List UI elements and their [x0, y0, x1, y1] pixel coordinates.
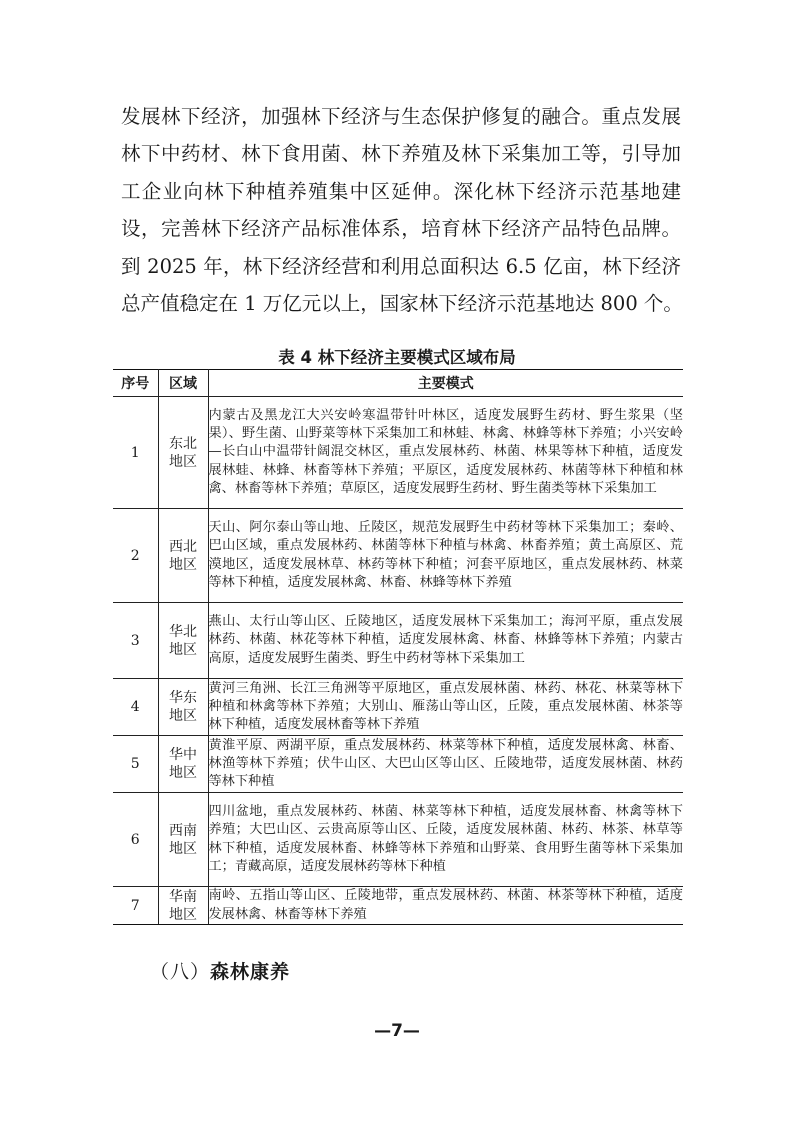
header-region: 区域	[158, 370, 208, 397]
row-no: 5	[113, 736, 158, 793]
row-mode: 燕山、太行山等山区、丘陵地区，适度发展林下采集加工；海河平原，重点发展林药、林菌、林花等林下种植，适度发展林禽、林畜、林蜂等林下养殖；内蒙古高原，适度发展野生菌类、野生中药材等林下采集加工	[208, 603, 683, 679]
paragraph-line: 发展林下经济，加强林下经济与生态保护修复的融合。重点发展	[121, 105, 681, 128]
header-mode: 主要模式	[208, 370, 683, 397]
subheading-title: 森林康养	[210, 961, 291, 983]
paragraph-line: 总产值稳定在 1 万亿元以上，国家林下经济示范基地达 800 个。	[121, 291, 683, 315]
row-mode: 黄河三角洲、长江三角洲等平原地区，重点发展林菌、林药、林花、林菜等林下种植和林禽等林下养殖；大别山、雁荡山等山区，丘陵，重点发展林菌、林茶等林下种植，适度发展林畜等林下养殖	[208, 679, 683, 736]
paragraph-line: 到 2025 年，林下经济经营和利用总面积达 6.5 亿亩，林下经济	[121, 254, 681, 278]
row-region: 华中地区	[169, 747, 197, 781]
header-no: 序号	[113, 370, 158, 397]
table-caption: 表 4 林下经济主要模式区域布局	[278, 348, 516, 367]
row-mode: 内蒙古及黑龙江大兴安岭寒温带针叶林区，适度发展野生药材、野生浆果（坚果）、野生菌、山野菜等林下采集加工和林蛙、林禽、林蜂等林下养殖；小兴安岭—长白山中温带针阔混交林区，重点发展林药、林菌、林果等林下种植，适度发展林蛙、林蜂、林畜等林下养殖；平原区，适度发展林药、林菌等林下种植和林禽、林畜等林下养殖；草原区，适度发展野生药材、野生菌类等林下采集加工	[208, 397, 683, 509]
page-number: —7—	[374, 1021, 420, 1041]
row-no: 4	[113, 679, 158, 736]
row-no: 7	[113, 887, 158, 925]
table-row	[113, 603, 683, 679]
table-row	[113, 736, 683, 793]
row-region: 华东地区	[169, 690, 197, 724]
row-mode: 黄淮平原、两湖平原，重点发展林药、林菜等林下种植，适度发展林禽、林畜、林渔等林下养殖；伏牛山区、大巴山区等山区、丘陵地带，适度发展林菌、林药等林下种植	[208, 736, 683, 793]
table-row	[113, 509, 683, 603]
table-row	[113, 397, 683, 509]
row-region: 华南地区	[169, 888, 197, 923]
subheading-prefix: （八）	[150, 961, 211, 983]
table-row	[113, 679, 683, 736]
row-no: 2	[113, 509, 158, 603]
row-mode: 天山、阿尔泰山等山地、丘陵区，规范发展野生中药材等林下采集加工；秦岭、巴山区域，重点发展林药、林菌等林下种植与林禽、林畜养殖；黄土高原区、荒漠地区，适度发展林草、林药等林下种植；河套平原地区，重点发展林药、林菜等林下种植，适度发展林禽、林畜、林蜂等林下养殖	[208, 509, 683, 603]
row-region: 东北地区	[169, 435, 197, 470]
regional-mode-table	[113, 369, 683, 925]
row-region: 华北地区	[169, 623, 197, 658]
table-row	[113, 793, 683, 887]
row-no: 1	[113, 397, 158, 509]
row-region: 西北地区	[169, 538, 197, 573]
body-paragraph	[121, 98, 681, 322]
table-row	[113, 887, 683, 925]
row-mode: 四川盆地，重点发展林药、林菌、林菜等林下种植，适度发展林畜、林禽等林下养殖；大巴山区、云贵高原等山区、丘陵，适度发展林菌、林药、林茶、林草等林下种植，适度发展林畜、林蜂等林下养殖和山野菜、食用野生菌等林下采集加工；青藏高原，适度发展林药等林下种植	[208, 793, 683, 887]
table-header-row	[113, 370, 683, 397]
row-no: 3	[113, 603, 158, 679]
row-no: 6	[113, 793, 158, 887]
section-subheading	[150, 957, 290, 984]
row-mode: 南岭、五指山等山区、丘陵地带，重点发展林药、林菌、林茶等林下种植，适度发展林禽、林畜等林下养殖	[208, 887, 683, 925]
paragraph-line: 设，完善林下经济产品标准体系，培育林下经济产品特色品牌。	[121, 217, 681, 241]
paragraph-line: 工企业向林下种植养殖集中区延伸。深化林下经济示范基地建	[121, 179, 681, 203]
row-region: 西南地区	[169, 822, 197, 857]
paragraph-line: 林下中药材、林下食用菌、林下养殖及林下采集加工等，引导加	[121, 142, 681, 166]
